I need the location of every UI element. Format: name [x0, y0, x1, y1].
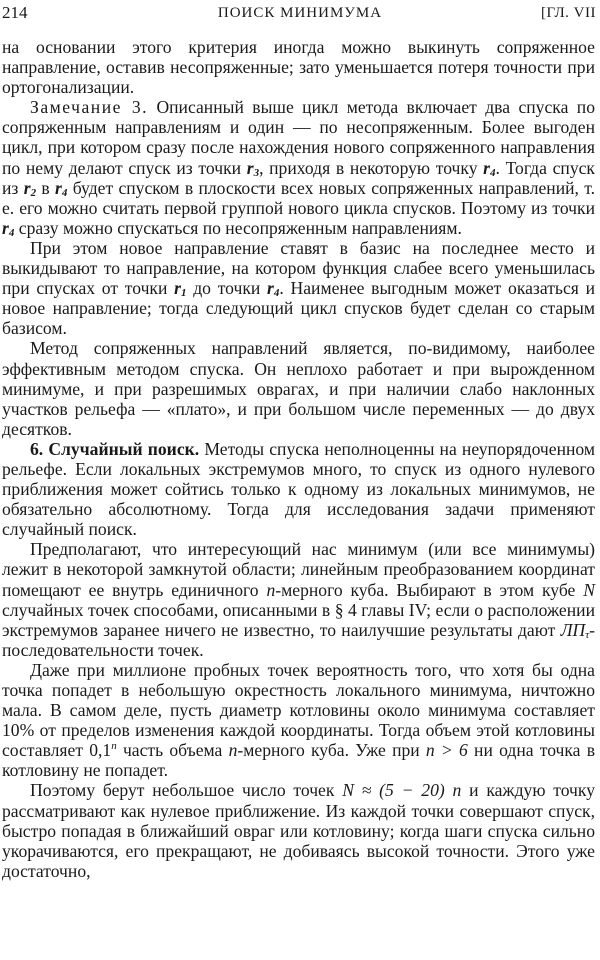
symbol-N: N	[583, 579, 595, 600]
paragraph-8: Поэтому берут небольшое число точек N ≈ (5 − 20) n и каждую точку рассматривают как нулевое приближение. Из каждой точки совершают спуск, быстро попадая в ближайший овраг или котловину; когда шаги спуска сильно укорачиваются, его прекращают, не добиваясь высокой точности. Этого уже достаточно,	[2, 780, 595, 881]
symbol-LP-tau: $ЛП_\tau$	[560, 619, 590, 641]
chapter-label: [ГЛ. VII	[540, 5, 596, 21]
symbol-r4: $r_4$	[267, 278, 280, 300]
symbol-r4: $r_4$	[2, 217, 15, 239]
symbol-r4: $r_4$	[483, 157, 496, 179]
page-number: 214	[2, 3, 28, 22]
symbol-n: n	[266, 579, 276, 600]
symbol-n: n	[228, 740, 238, 761]
symbol-r2: $r_2$	[23, 177, 37, 199]
inequality-n-gt-6: n > 6	[425, 740, 468, 761]
running-title: ПОИСК МИНИМУМА	[217, 5, 383, 21]
paragraph-6: Предполагают, что интересующий нас минимум (или все минимумы) лежит в некоторой замкнутой области; линейным преобразованием координат помещают ее внутрь единичного n-мерного куба. Выбирают в этом кубе N случайных точек способами, описанными в § 4 главы IV; если о расположении экстремумов заранее ничего не известно, то наилучшие результаты дают $ЛП_\tau$-последовательности точек.	[2, 539, 595, 660]
symbol-r3: $r_3$	[246, 157, 260, 179]
symbol-r4: $r_4$	[55, 177, 68, 199]
symbol-r1: $r_1$	[174, 278, 187, 300]
remark-label: Замечание 3.	[30, 97, 149, 118]
exponent-n: n	[111, 740, 117, 753]
paragraph-4: Метод сопряженных направлений является, по-видимому, наиболее эффективным методом спуска. Он неплохо работает и при вырожденном минимуме, и при разрешимых оврагах, и при наличии слабо наклонных участков рельефа — «плато», и при большом числе переменных — до двух десятков.	[2, 338, 595, 439]
paragraph-1: на основании этого критерия иногда можно выкинуть сопряженное направление, оставив несопряженные; зато уменьшается потеря точности при ортогонализации.	[2, 37, 595, 98]
section-heading: 6. Случайный поиск.	[30, 438, 200, 459]
paragraph-remark-3: Замечание 3. Описанный выше цикл метода включает два спуска по сопряженным направлениям и один — по несопряженным. Более выгоден цикл, при котором сразу после нахождения нового сопряженного направления по нему делают спуск из точки $r_3$, приходя в некоторую точку $r_4$. Тогда спуск из $r_2$ в $r_4$ будет спуском в плоскости всех новых сопряженных направлений, т. е. его можно считать первой группой нового цикла спусков. Поэтому из точки $r_4$ сразу можно спускаться по несопряженным направлениям.	[2, 97, 596, 239]
page-header	[0, 2, 600, 26]
page-body	[2, 37, 595, 881]
section-6-paragraph: 6. Случайный поиск. Методы спуска неполноценны на неупорядоченном рельефе. Если локальных экстремумов много, то спуск из одного нулевого приближения может сойтись только к одному из локальных минимумов, не обязательно абсолютному. Тогда для исследования задачи применяют случайный поиск.	[2, 438, 595, 540]
formula-N-approx: N ≈ (5 − 20) n	[342, 780, 462, 801]
paragraph-3: При этом новое направление ставят в базис на последнее место и выкидывают то направление, на котором функция слабее всего уменьшилась при спусках от точки $r_1$ до точки $r_4$. Наименее выгодным может оказаться и новое направление; тогда следующий цикл спусков будет сделан со старым базисом.	[2, 237, 595, 339]
paragraph-7: Даже при миллионе пробных точек вероятность того, что хотя бы одна точка попадет в небольшую окрестность локального минимума, ничтожно мала. В самом деле, пусть диаметр котловины около минимума составляет 10% от пределов изменения каждой координаты. Тогда объем этой котловины составляет 0,1$^n$ часть объема n-мерного куба. Уже при n > 6 ни одна точка в котловину не попадет.	[2, 659, 596, 781]
